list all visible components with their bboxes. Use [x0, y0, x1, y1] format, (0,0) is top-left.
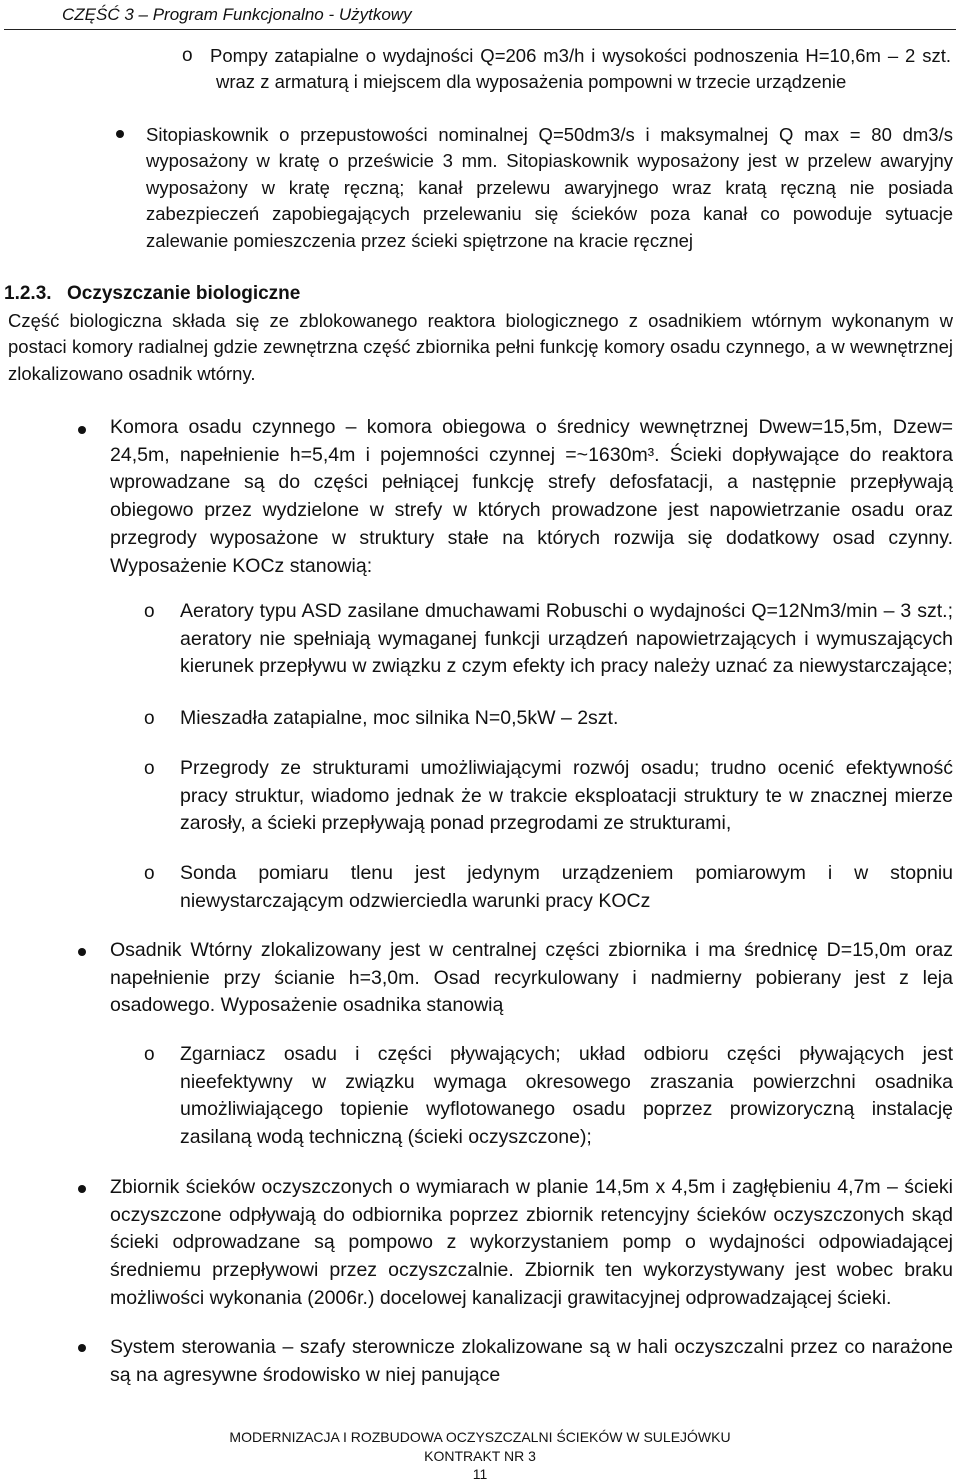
komora-text: Komora osadu czynnego – komora obiegowa o średnicy wewnętrznej Dwew=15,5m, Dzew= 24,5m, napełnienie h=5,4m i pojemności czynnej =~1630m³. Ścieki dopływające do reaktora wprowadzane są do części pełniącej funkcję strefy defosfatacji, a następnie przepływają obiegowo przez wydzielone w strefy w których prowadzone jest napowietrzanie osadu oraz przegrody wyposażone w struktury stałe na których rozwija się dodatkowy osad czynny. Wyposażenie KOCz stanowią:: [110, 416, 953, 577]
section-heading: 1.2.3. Oczyszczanie biologiczne: [4, 283, 301, 304]
przegrody-item: Przegrody ze strukturami umożliwiającymi rozwój osadu; trudno ocenić efektywność pracy struktur, wiadomo jednak że w trakcie eksploatacji struktury te w znacznej mierze zarosły, a ścieki przepływają ponad przegrodami ze strukturami,: [180, 757, 953, 835]
bullet: [78, 1344, 86, 1352]
bullet: [116, 130, 124, 138]
sterowanie-text: System sterowania – szafy sterownicze zlokalizowane są w hali oczyszczalni przez co narażone są na agresywne środowisko w niej panujące: [110, 1336, 953, 1386]
list-marker: o: [144, 601, 155, 622]
bullet: [78, 426, 86, 434]
list-marker: o: [144, 863, 155, 884]
list-marker: o: [144, 758, 155, 779]
list-marker: o: [144, 708, 155, 729]
sonda-item: Sonda pomiaru tlenu jest jedynym urządzeniem pomiarowym i w stopniu niewystarczającym odzwierciedla warunki pracy KOCz: [180, 862, 953, 912]
sitopiaskownik-text: Sitopiaskownik o przepustowości nominalnej Q=50dm3/s i maksymalnej Q max = 80 dm3/s wyposażony w kratę o prześwicie 3 mm. Sitopiaskownik wyposażony jest w przelew awaryjny wyposażony w kratę ręczną; kanał przelewu awaryjnego wraz kratą ręczną nie posiada zabezpieczeń zapobiegających przelewaniu się ścieków poza kanał co powoduje sytuacje zalewanie pomieszczenia przez ścieki spiętrzone na kracie ręcznej: [146, 124, 953, 251]
bullet: [78, 1185, 86, 1193]
osadnik-text: Osadnik Wtórny zlokalizowany jest w centralnej części zbiornika i ma średnicę D=15,0m oraz napełnienie przy ścianie h=3,0m. Osad recyrkulowany i nadmierny pobierany jest z leja osadowego. Wyposażenie osadnika stanowią: [110, 939, 953, 1017]
mieszadla-item: Mieszadła zatapialne, moc silnika N=0,5kW – 2szt.: [180, 707, 619, 729]
page-header: CZĘŚĆ 3 – Program Funkcjonalno - Użytkowy: [4, 2, 956, 30]
list-marker: o: [144, 1044, 155, 1065]
zbiornik-text: Zbiornik ścieków oczyszczonych o wymiarach w planie 14,5m x 4,5m i zagłębieniu 4,7m – ścieki oczyszczone odpływają do odbiornika poprzez zbiornik retencyjny ścieków oczyszczonych skąd ścieki odprowadzane są pompowo z wykorzystaniem pomp o wydajności odpowiadającej średniemu przepływowi przez oczyszczalnie. Zbiornik ten wykorzystywany jest wobec braku możliwości wykonania (2006r.) docelowej kanalizacji grawitacyjnej odprowadzającej ścieki.: [110, 1176, 953, 1309]
list-marker: o: [182, 45, 193, 66]
section-intro: Część biologiczna składa się ze zblokowanego reaktora biologicznego z osadnikiem wtórnym wykonanym w postaci komory radialnej gdzie zewnętrzna część zbiornika pełni funkcję komory osadu czynnego, a w wewnętrznej zlokalizowano osadnik wtórny.: [8, 310, 953, 384]
aeratory-item: Aeratory typu ASD zasilane dmuchawami Robuschi o wydajności Q=12Nm3/min – 3 szt.; aeratory nie spełniają wymaganej funkcji urządzeń napowietrzających i wymuszających kierunek przepływu w związku z czym efekty ich pracy należy uznać za niewystarczające;: [180, 600, 953, 678]
pump-item-text: Pompy zatapialne o wydajności Q=206 m3/h i wysokości podnoszenia H=10,6m – 2 szt. wraz z armaturą i miejscem dla wyposażenia pompowni w trzecie urządzenie: [210, 45, 951, 93]
bullet: [78, 948, 86, 956]
footer-contract: KONTRAKT NR 3: [424, 1448, 536, 1464]
zgarniacz-item: Zgarniacz osadu i części pływających; układ odbioru części pływających jest nieefektywny w związku wymaga okresowego zraszania powierzchni osadnika umożliwiającego topienie wyflotowanego osadu poprzez prowizoryczną instalację zasilaną wodą techniczną (ścieki oczyszczone);: [180, 1043, 953, 1149]
footer-title: MODERNIZACJA I ROZBUDOWA OCZYSZCZALNI ŚCIEKÓW W SULEJÓWKU: [229, 1429, 731, 1445]
page-number: 11: [472, 1466, 488, 1482]
